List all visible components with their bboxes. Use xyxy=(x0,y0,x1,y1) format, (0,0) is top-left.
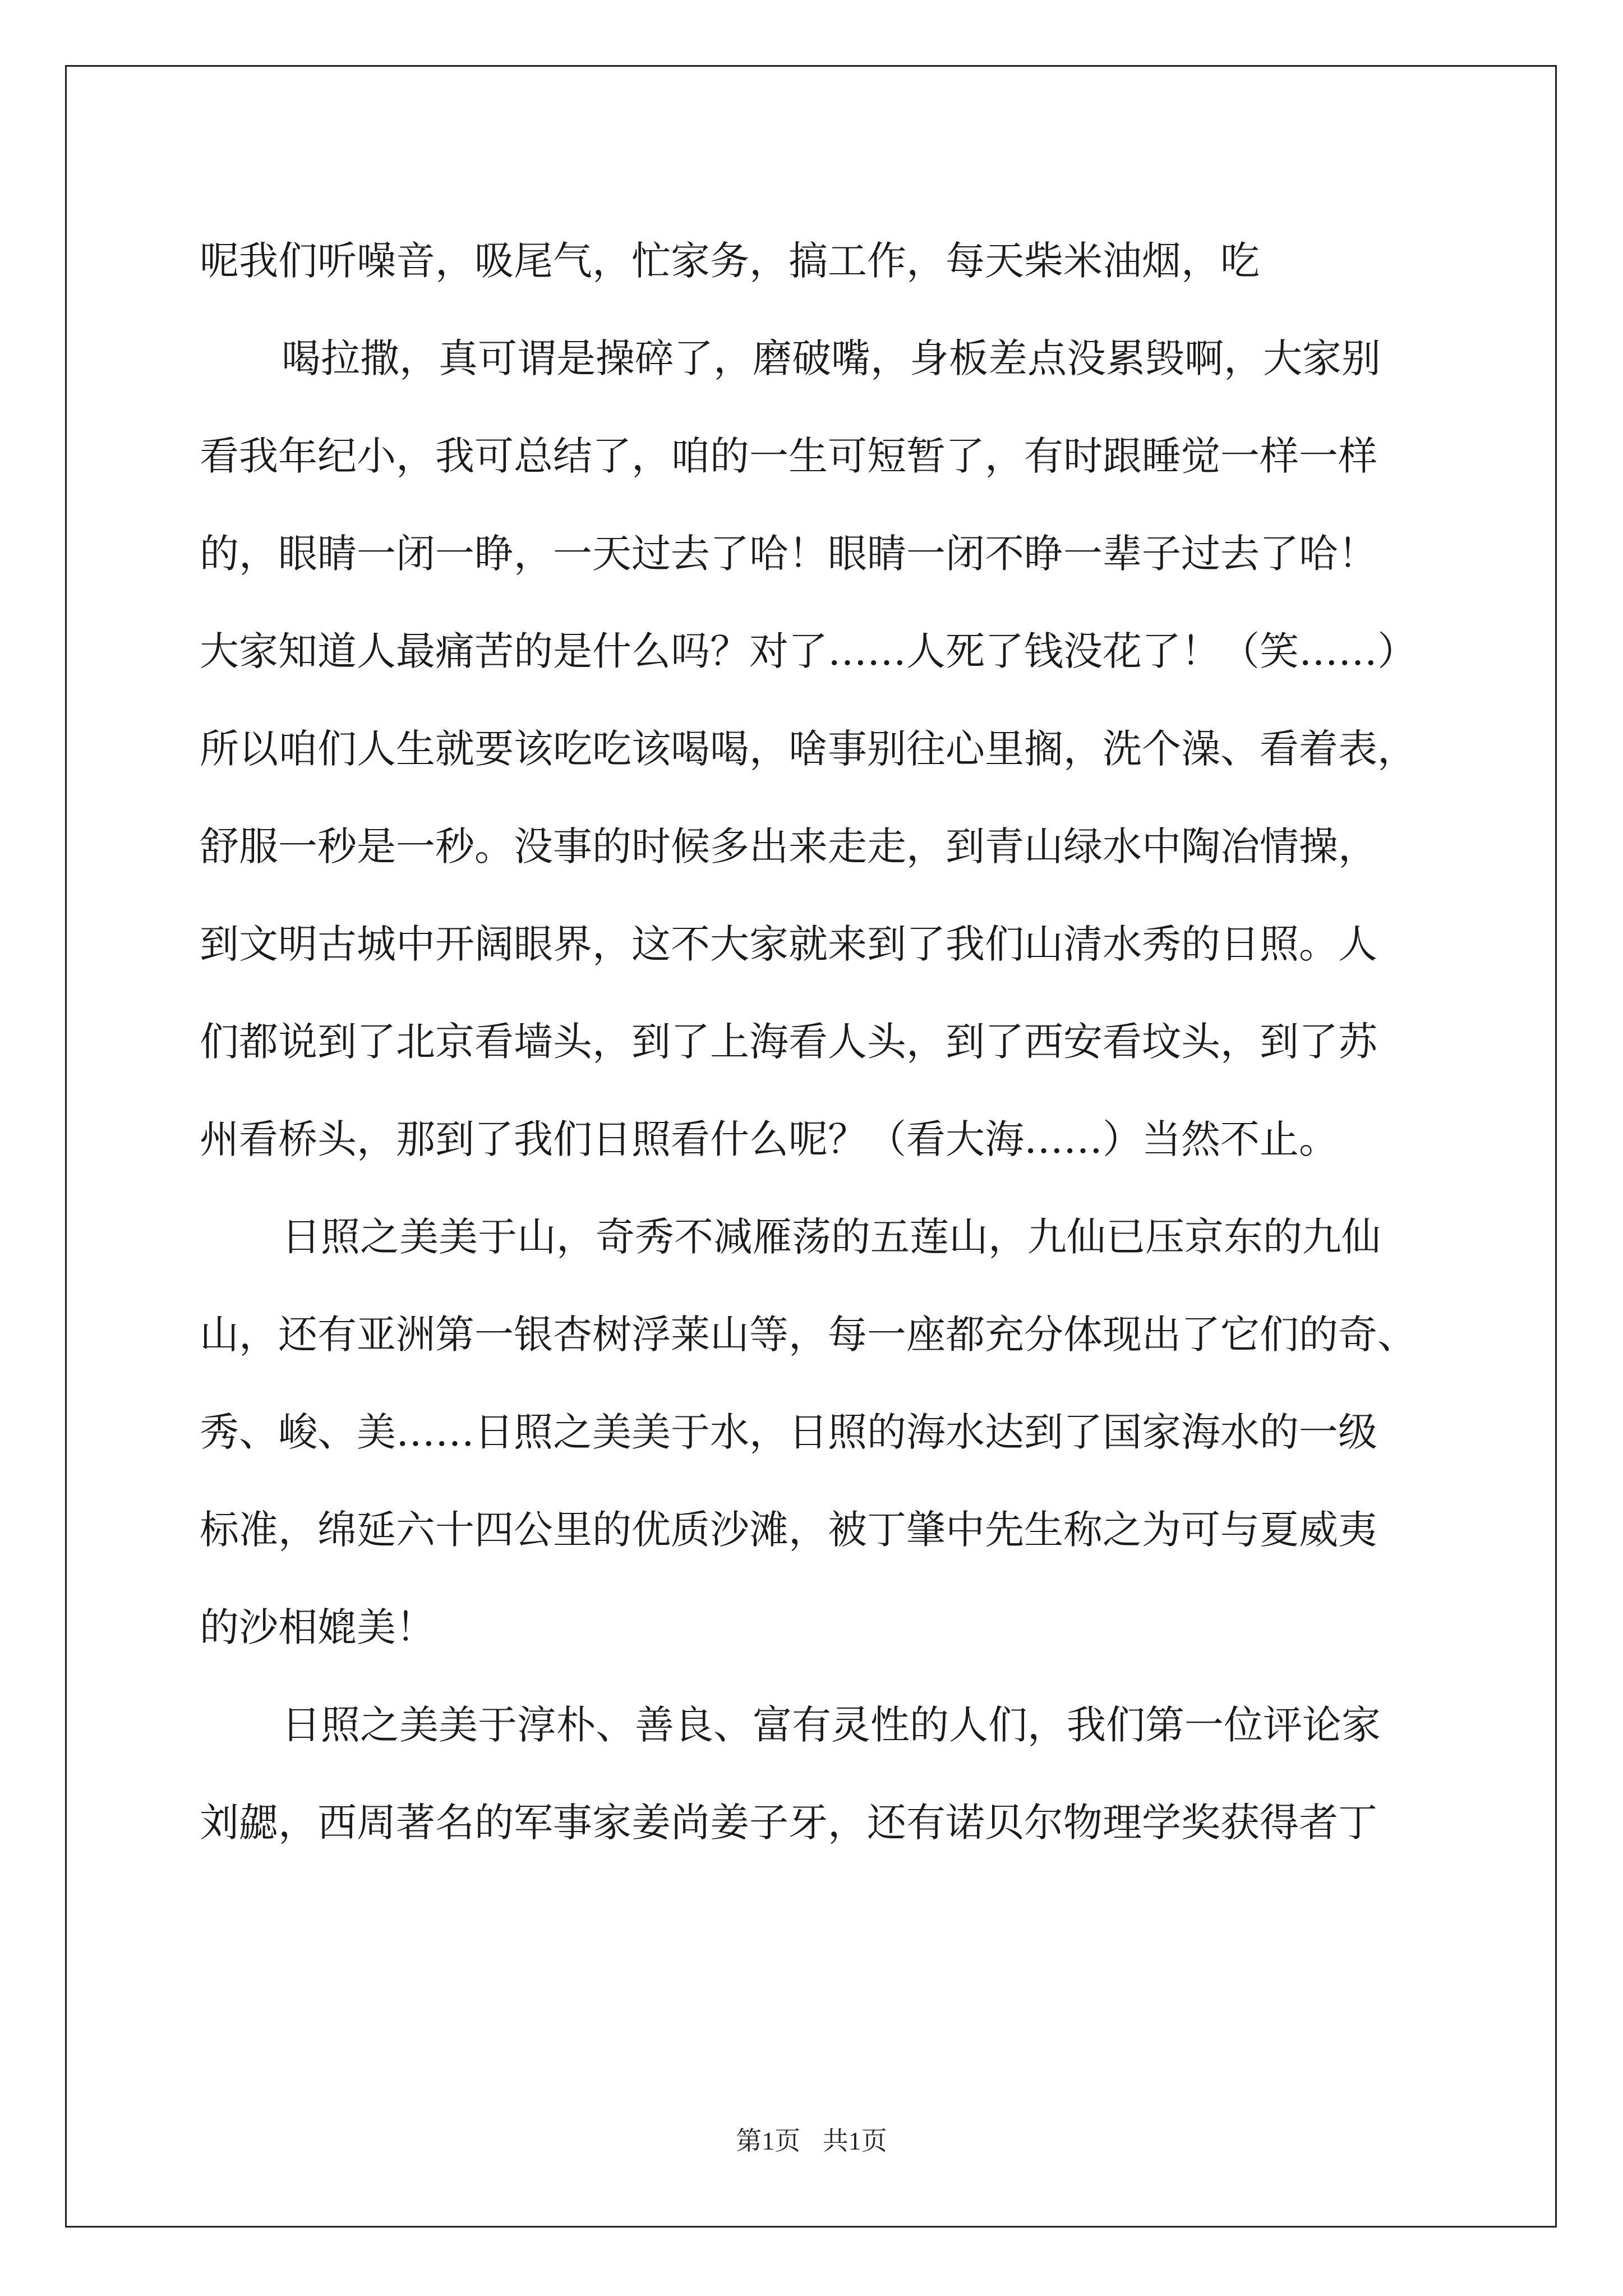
document-body xyxy=(200,209,1433,1868)
text-line: 的沙相媲美！ xyxy=(200,1604,435,1650)
text-line: 们都说到了北京看墙头，到了上海看人头，到了西安看坟头，到了苏 xyxy=(200,1018,1377,1065)
text-line: 日照之美美于山，奇秀不减雁荡的五莲山，九仙已压京东的九仙 xyxy=(282,1213,1381,1260)
text-line: 州看桥头，那到了我们日照看什么呢？（看大海……）当然不止。 xyxy=(200,1116,1338,1162)
text-line: 标准，绵延六十四公里的优质沙滩，被丁肇中先生称之为可与夏威夷 xyxy=(200,1506,1377,1553)
text-line: 秀、峻、美……日照之美美于水，日照的海水达到了国家海水的一级 xyxy=(200,1409,1377,1455)
text-line: 山，还有亚洲第一银杏树浮莱山等，每一座都充分体现出了它们的奇、 xyxy=(200,1311,1417,1358)
page-total: 共1页 xyxy=(822,2127,887,2155)
text-line: 所以咱们人生就要该吃吃该喝喝，啥事别往心里搁，洗个澡、看着表， xyxy=(200,725,1417,772)
text-line: 喝拉撒，真可谓是操碎了，磨破嘴，身板差点没累毁啊，大家别 xyxy=(282,335,1381,381)
page-footer xyxy=(0,2120,1623,2157)
text-line: 刘勰，西周著名的军事家姜尚姜子牙，还有诺贝尔物理学奖获得者丁 xyxy=(200,1799,1377,1846)
text-line: 的，眼睛一闭一睁，一天过去了哈！眼睛一闭不睁一辈子过去了哈！ xyxy=(200,530,1377,577)
text-line: 呢我们听噪音，吸尾气，忙家务，搞工作，每天柴米油烟，吃 xyxy=(200,237,1260,284)
text-line: 到文明古城中开阔眼界，这不大家就来到了我们山清水秀的日照。人 xyxy=(200,921,1377,967)
text-line: 日照之美美于淳朴、善良、富有灵性的人们，我们第一位评论家 xyxy=(282,1701,1381,1748)
text-line: 舒服一秒是一秒。没事的时候多出来走走，到青山绿水中陶冶情操， xyxy=(200,823,1377,869)
text-line: 大家知道人最痛苦的是什么吗？对了……人死了钱没花了！（笑……） xyxy=(200,628,1417,674)
text-line: 看我年纪小，我可总结了，咱的一生可短暂了，有时跟睡觉一样一样 xyxy=(200,432,1377,479)
page-number: 第1页 xyxy=(736,2127,801,2155)
